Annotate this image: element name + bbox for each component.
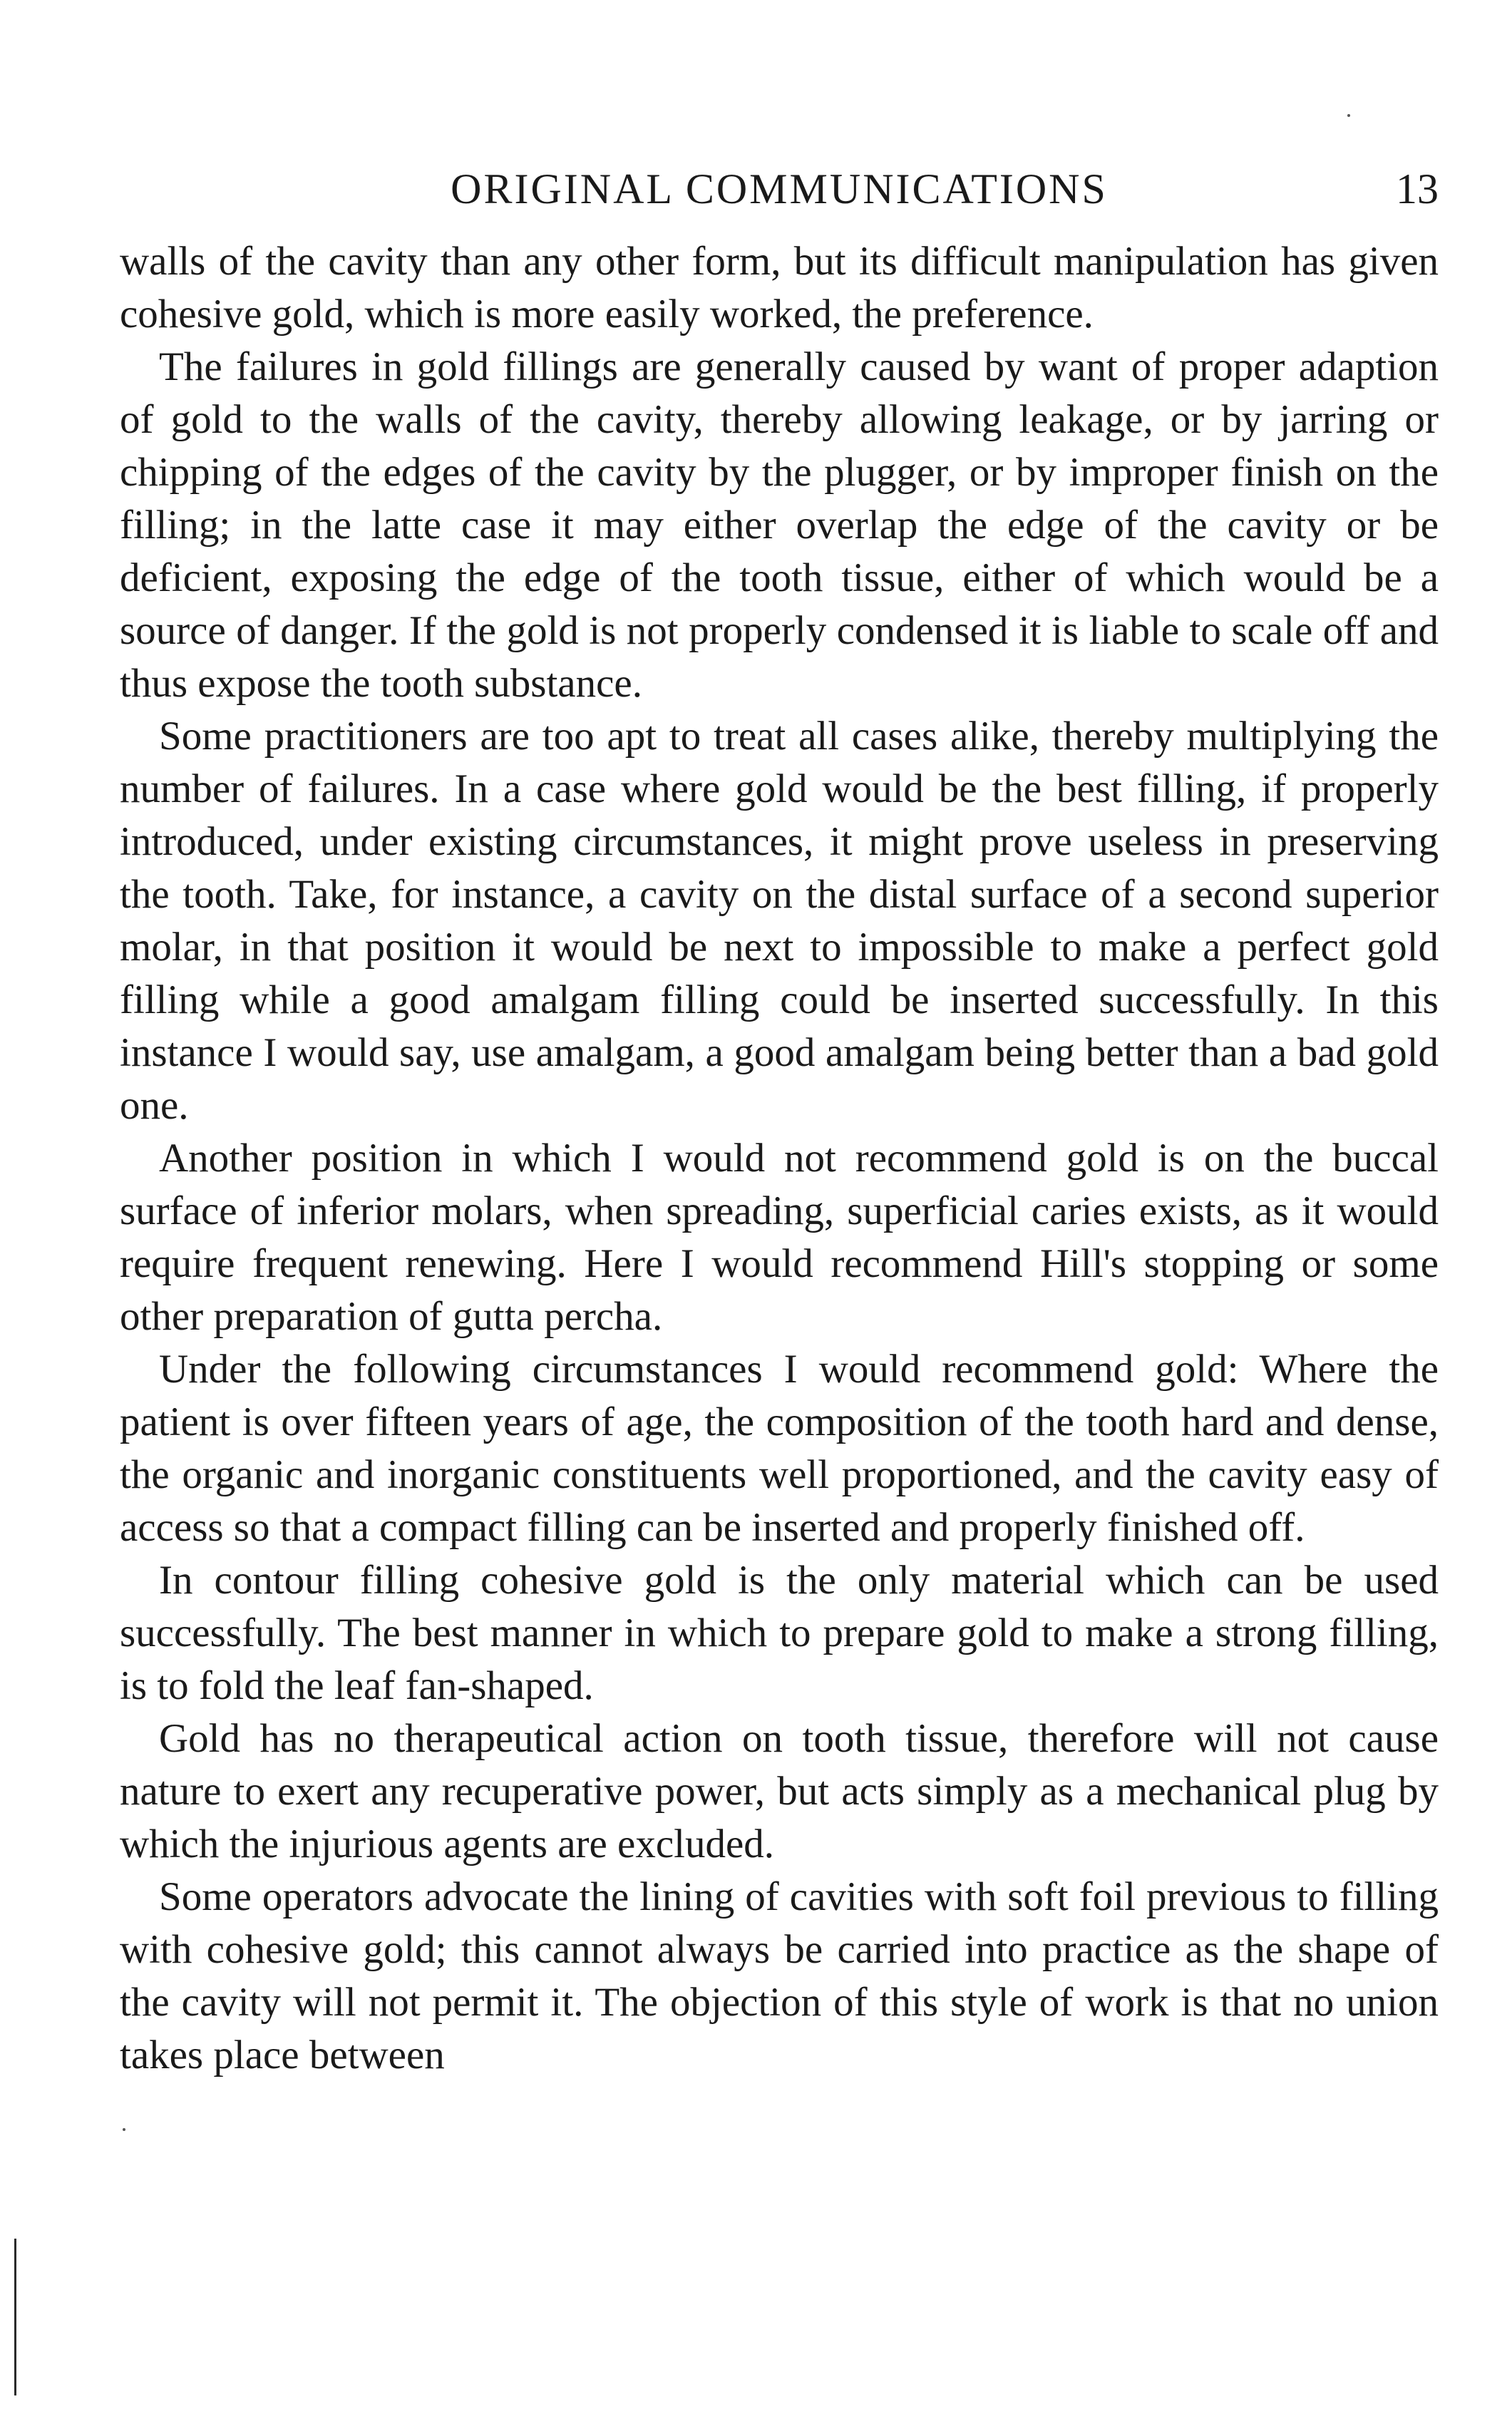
page-number: 13 <box>1396 165 1439 212</box>
paragraph-6: In contour filling cohesive gold is the only material which can be used successfully. The best manner in which to prepare gold to make a strong filling, is to fold the leaf fan-shaped. <box>120 1558 1439 1708</box>
paragraph-7: Gold has no therapeutical action on tooth tissue, therefore will not cause nature to exert any recuperative power, but acts simply as a mechanical plug by which the injurious agents are excluded. <box>120 1716 1439 1866</box>
page-header <box>120 157 1439 221</box>
scan-margin-line <box>14 2239 16 2395</box>
paragraph-1: walls of the cavity than any other form, but its difficult manipulation has given cohesive gold, which is more easily worked, the preference. <box>120 239 1439 337</box>
paragraph-4: Another position in which I would not recommend gold is on the buccal surface of inferior molars, when spreading, superficial caries exists, as it would require frequent renewing. Here I would recommend Hill's stopping or some other preparation of gutta percha. <box>120 1136 1439 1339</box>
paragraph-5: Under the following circumstances I would recommend gold: Where the patient is over fifteen years of age, the composition of the tooth hard and dense, the organic and inorganic constituents well proportioned, and the cavity easy of access so that a compact filling can be inserted and properly finished off. <box>120 1347 1439 1550</box>
scan-speck <box>123 2128 125 2131</box>
paragraph-2: The failures in gold fillings are generally caused by want of proper adaption of gold to the walls of the cavity, thereby allowing leakage, or by jarring or chipping of the edges of the cavity by the plugger, or by improper finish on the filling; in the latte case it may either overlap the edge of the cavity or be deficient, exposing the edge of the tooth tissue, either of which would be a source of danger. If the gold is not properly condensed it is liable to scale off and thus expose the tooth substance. <box>120 344 1439 706</box>
paragraph-3: Some practitioners are too apt to treat all cases alike, thereby multiplying the number of failures. In a case where gold would be the best filling, if properly introduced, under existing circumstances, it might prove useless in preserving the tooth. Take, for instance, a cavity on the distal surface of a second superior molar, in that position it would be next to impossible to make a perfect gold filling while a good amalgam filling could be inserted successfully. In this instance I would say, use amalgam, a good amalgam being better than a bad gold one. <box>120 714 1439 1128</box>
body-text <box>120 235 1439 2082</box>
paragraph-8: Some operators advocate the lining of cavities with soft foil previous to filling with cohesive gold; this cannot always be carried into practice as the shape of the cavity will not permit it. The objection of this style of work is that no union takes place between <box>120 1874 1439 2078</box>
running-title: ORIGINAL COMMUNICATIONS <box>451 165 1108 212</box>
scan-speck <box>1347 114 1350 117</box>
